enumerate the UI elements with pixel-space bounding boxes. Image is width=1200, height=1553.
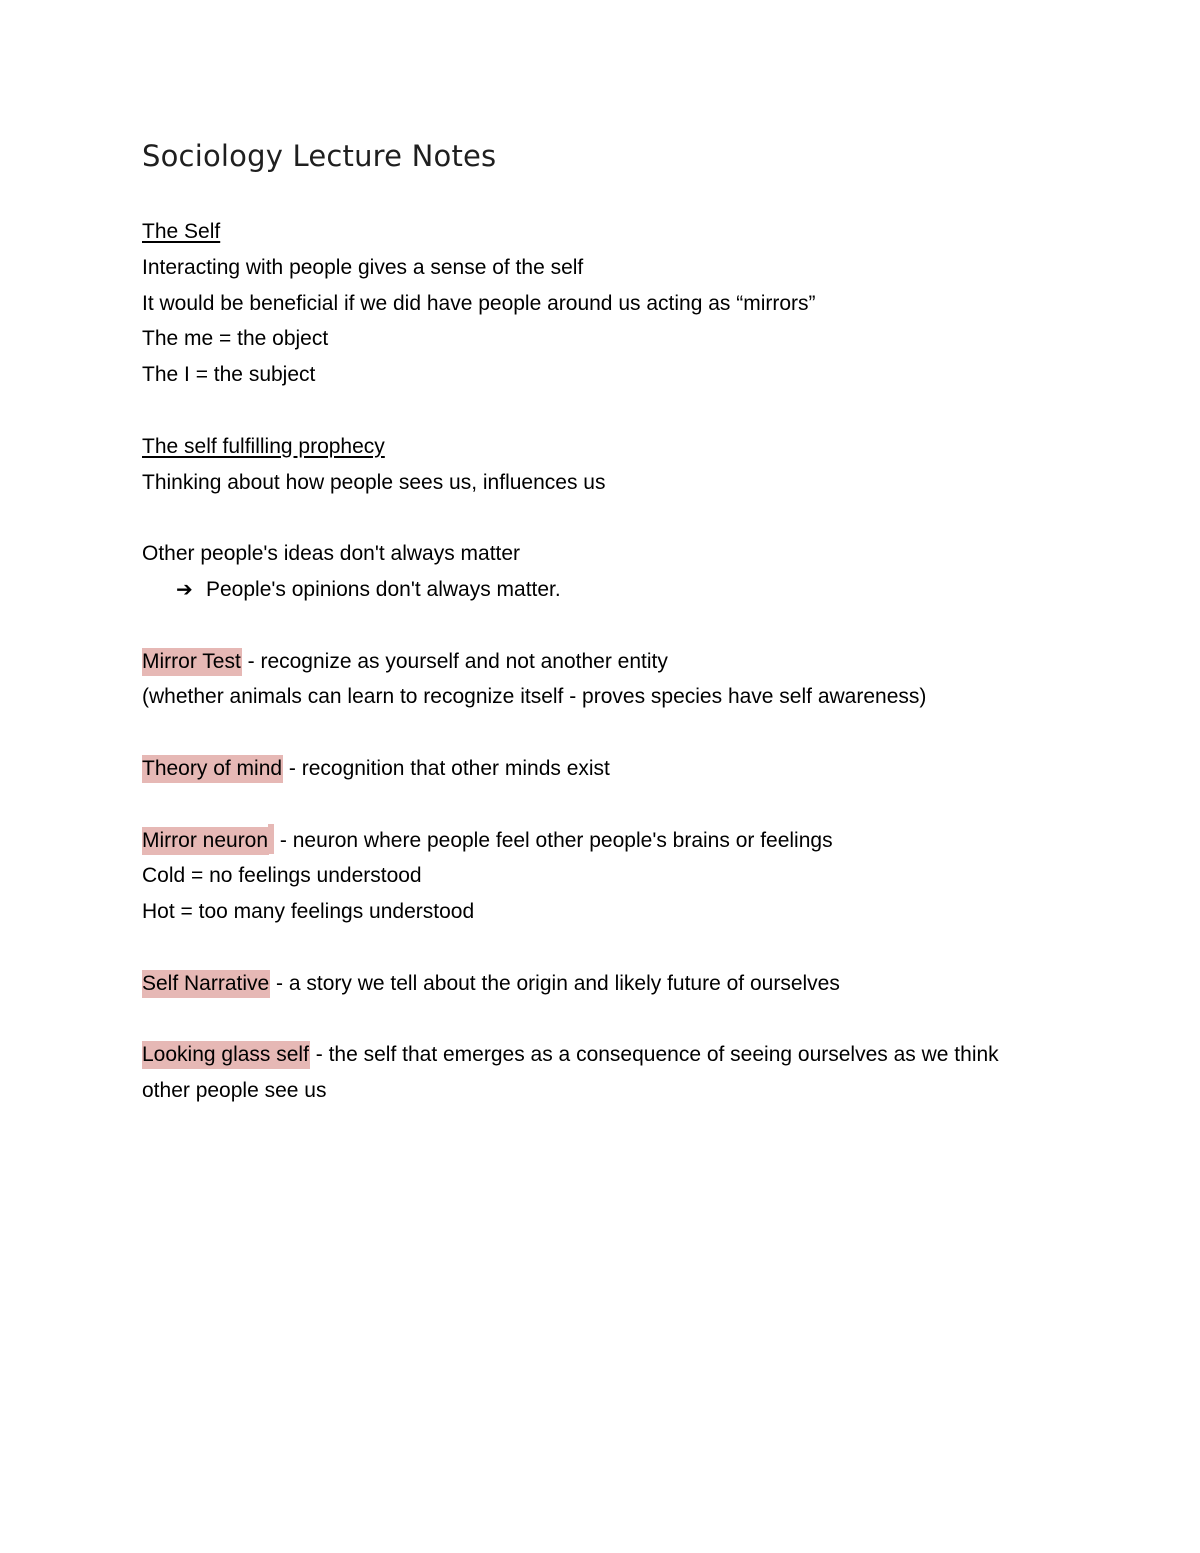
blank-line: [142, 715, 1042, 751]
text-line: Interacting with people gives a sense of the self: [142, 255, 584, 279]
term-definition: - the self that emerges as a consequence of seeing ourselves as we think other people see us: [142, 1043, 999, 1103]
term-mirror-neuron: [142, 823, 1042, 859]
document-title: Sociology Lecture Notes: [142, 139, 497, 173]
text-line: (whether animals can learn to recognize itself - proves species have self awareness): [142, 685, 927, 709]
text-line: Other people's ideas don't always matter: [142, 542, 521, 566]
blank-line: [142, 787, 1042, 823]
document-body: [142, 136, 1042, 1109]
heading-text: The Self: [142, 220, 221, 243]
term-definition: - neuron where people feel other people's brains or feelings: [274, 828, 833, 852]
term-mirror-test: [142, 644, 1042, 680]
term-definition: - recognize as yourself and not another entity: [241, 649, 668, 673]
highlighted-term: Theory of mind: [142, 755, 283, 783]
text-line: Hot = too many feelings understood: [142, 900, 475, 924]
highlighted-term: Mirror neuron: [142, 827, 269, 855]
blank-line: [142, 393, 1042, 429]
highlighted-term: Self Narrative: [142, 970, 270, 998]
blank-line: [142, 608, 1042, 644]
section-heading-self-fulfilling-prophecy: [142, 429, 1042, 465]
bullet-item: [142, 572, 1042, 608]
term-theory-of-mind: [142, 751, 1042, 787]
text-line: The me = the object: [142, 327, 329, 351]
blank-line: [142, 500, 1042, 536]
text-line: Cold = no feelings understood: [142, 864, 422, 888]
text-line: It would be beneficial if we did have people around us acting as “mirrors”: [142, 291, 816, 315]
term-self-narrative: [142, 966, 1042, 1002]
term-definition: - a story we tell about the origin and likely future of ourselves: [270, 971, 840, 995]
arrow-right-icon: ➔: [176, 576, 193, 601]
blank-line: [142, 1002, 1042, 1038]
blank-line: [142, 930, 1042, 966]
highlighted-term: Looking glass self: [142, 1041, 310, 1069]
term-definition: - recognition that other minds exist: [283, 756, 610, 780]
text-line: The I = the subject: [142, 363, 316, 387]
term-looking-glass-self: [142, 1037, 1042, 1109]
heading-text: The self fulfilling prophecy: [142, 434, 385, 458]
section-heading-the-self: [142, 214, 1042, 250]
text-line: Thinking about how people sees us, influences us: [142, 470, 606, 494]
bullet-text: People's opinions don't always matter.: [206, 577, 561, 601]
highlighted-term: Mirror Test: [142, 648, 242, 676]
